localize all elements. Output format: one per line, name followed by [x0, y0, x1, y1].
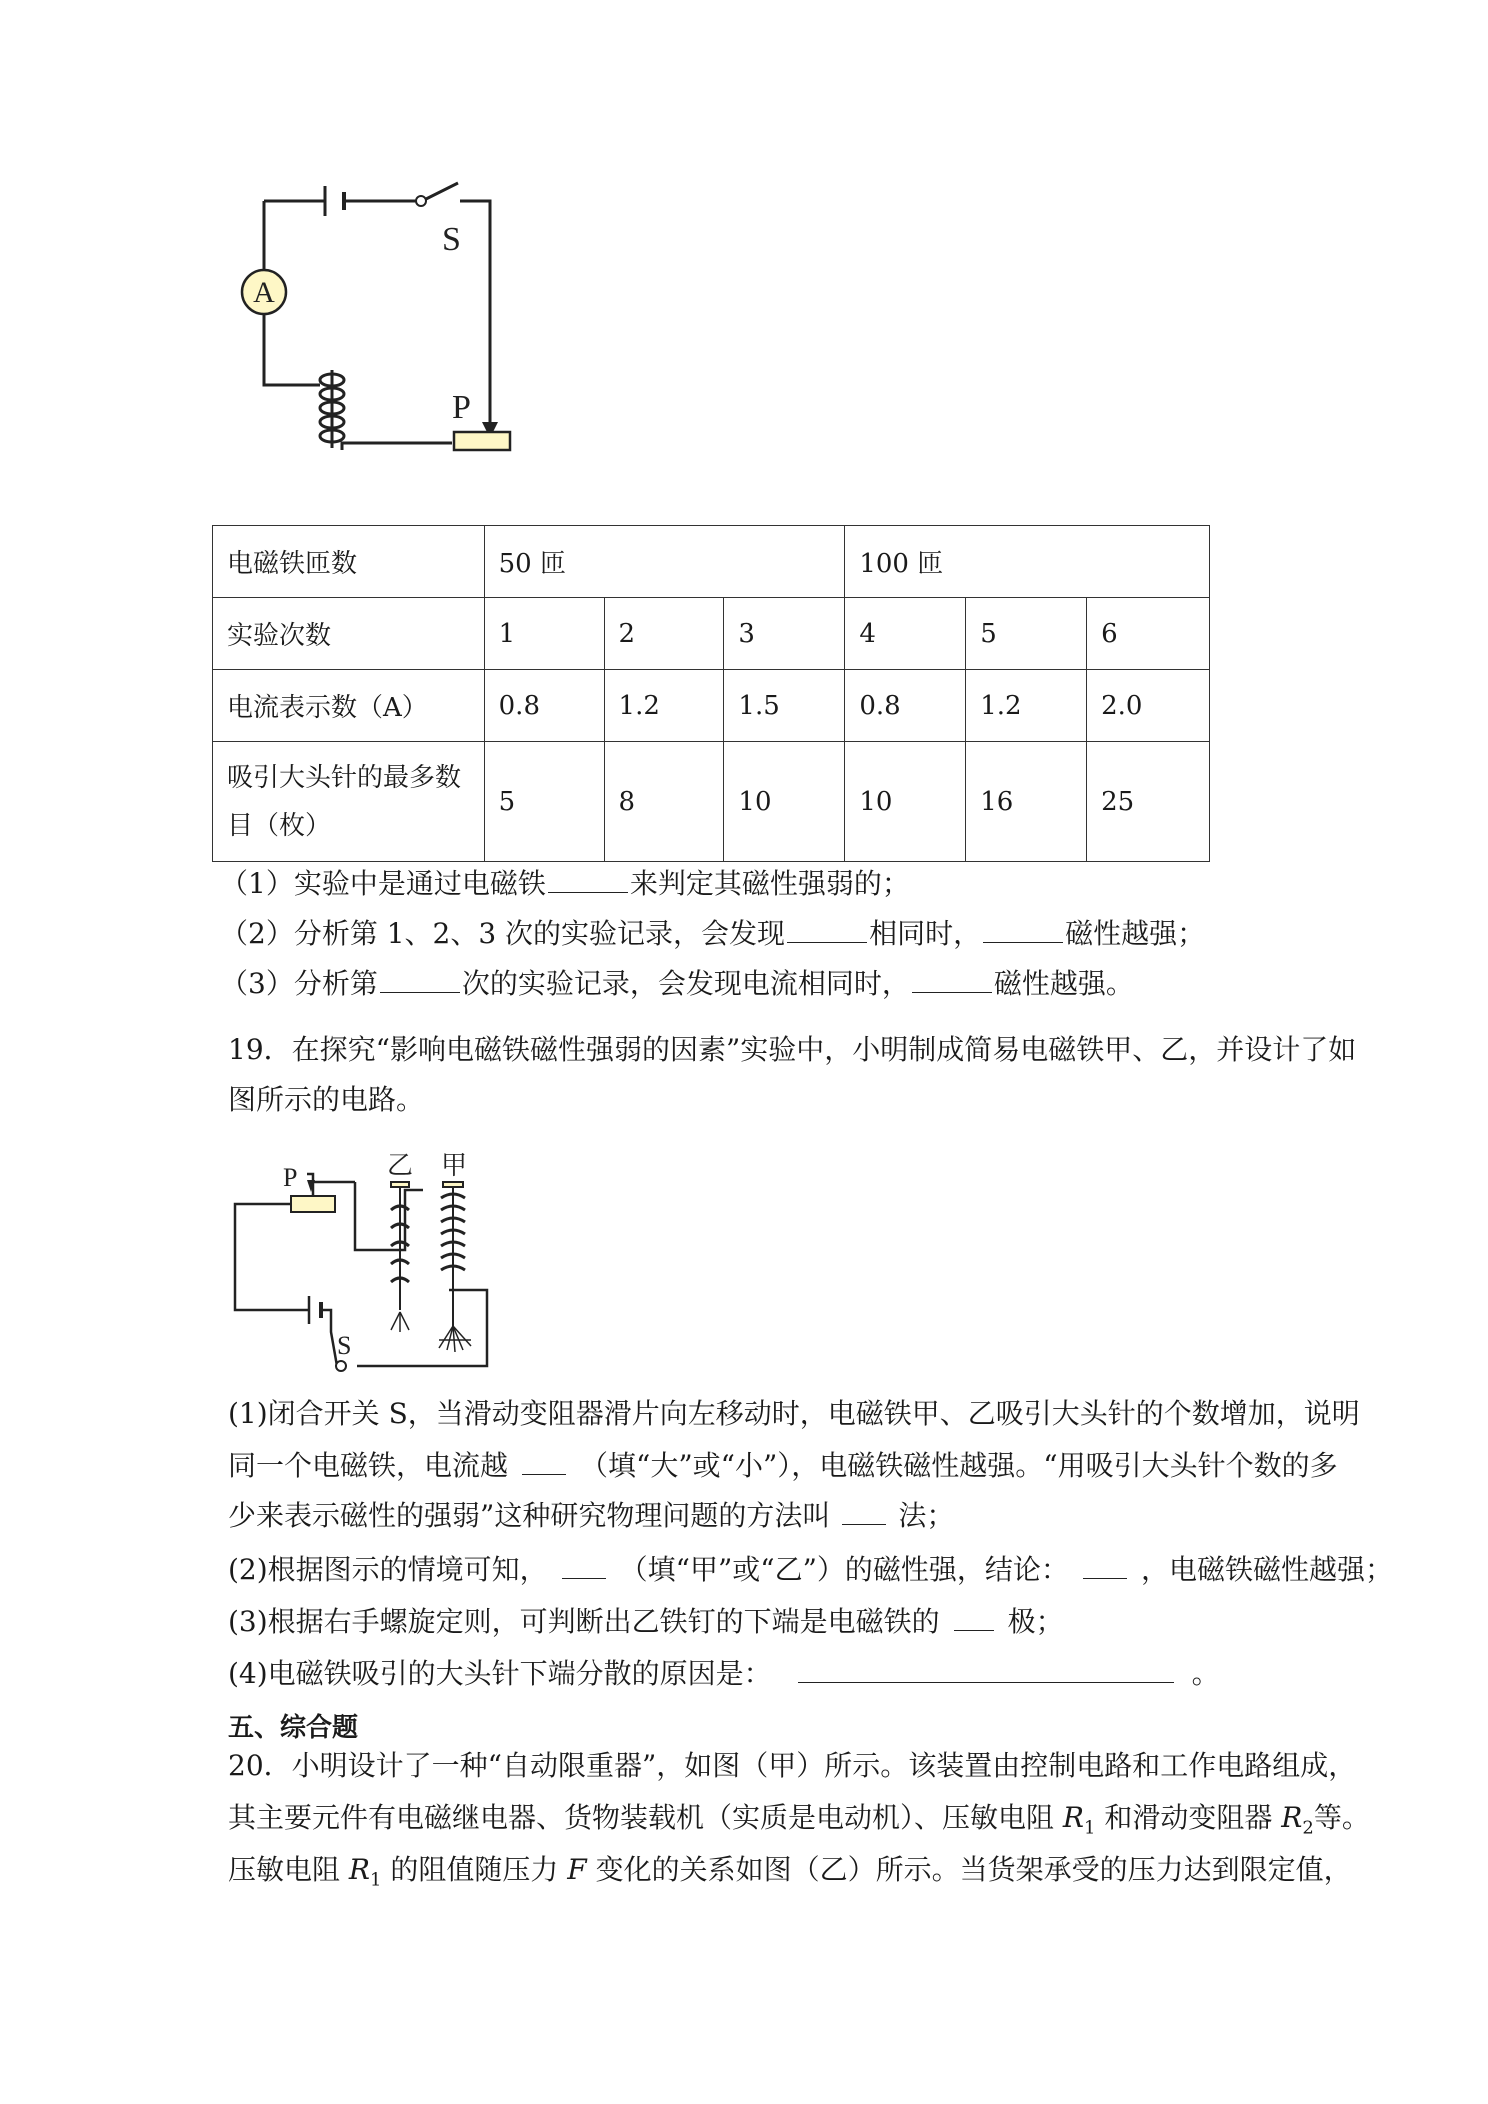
table-cell: 5	[484, 742, 604, 862]
circuit-diagram-2	[225, 1150, 505, 1380]
text: （1）实验中是通过电磁铁	[220, 867, 546, 900]
text: 同一个电磁铁，电流越	[228, 1449, 509, 1482]
table-header-cell: 电流表示数（A）	[213, 670, 485, 742]
switch-label: S	[442, 221, 461, 258]
text: 磁性越强；	[1065, 917, 1206, 950]
answer-blank[interactable]	[562, 1548, 606, 1579]
text: (3)根据右手螺旋定则，可判断出乙铁钉的下端是电磁铁的	[228, 1605, 940, 1638]
table-cell: 4	[845, 598, 966, 670]
variable-r: R	[348, 1853, 371, 1886]
q19-part3	[228, 1600, 1064, 1642]
text: 少来表示磁性的强弱”这种研究物理问题的方法叫	[228, 1499, 831, 1532]
slider-label: P	[452, 389, 471, 426]
variable-r: R	[1281, 1801, 1303, 1834]
text: 极；	[1007, 1605, 1064, 1638]
nail-yi-label: 乙	[387, 1151, 414, 1181]
table-row	[213, 598, 1210, 670]
table-cell: 25	[1087, 742, 1210, 862]
q18-part3	[220, 962, 1134, 1004]
text: 等。	[1313, 1801, 1370, 1834]
section-heading: 五、综合题	[228, 1713, 359, 1743]
q20-line1: 20．小明设计了一种“自动限重器”，如图（甲）所示。该装置由控制电路和工作电路组成，	[228, 1749, 1357, 1782]
table-row	[213, 526, 1210, 598]
text: 法；	[898, 1499, 955, 1532]
table-cell: 1.2	[966, 670, 1087, 742]
table-row	[213, 742, 1210, 862]
q18-part1	[220, 862, 910, 904]
subscript: 1	[1084, 1817, 1096, 1839]
slider-label: P	[283, 1163, 298, 1192]
table-cell: 10	[845, 742, 966, 862]
table-cell: 0.8	[484, 670, 604, 742]
table-cell: 0.8	[845, 670, 966, 742]
answer-blank[interactable]	[548, 862, 628, 893]
switch-label: S	[337, 1331, 352, 1360]
text: （2）分析第 1、2、3 次的实验记录，会发现	[220, 917, 786, 950]
table-header-cell: 电磁铁匝数	[213, 526, 485, 598]
answer-blank[interactable]	[787, 912, 867, 943]
answer-blank[interactable]	[912, 962, 992, 993]
answer-blank[interactable]	[983, 912, 1063, 943]
table-cell: 2	[604, 598, 724, 670]
text: 。	[1191, 1657, 1220, 1690]
q20-line3	[228, 1850, 1352, 1901]
answer-blank[interactable]	[1083, 1548, 1127, 1579]
answer-blank[interactable]	[954, 1600, 994, 1631]
variable-r: R	[1062, 1801, 1085, 1834]
table-cell: 1.2	[604, 670, 724, 742]
text: (4)电磁铁吸引的大头针下端分散的原因是：	[228, 1657, 772, 1690]
table-cell: 1.5	[724, 670, 845, 742]
circuit-diagram-1	[220, 180, 530, 460]
text: 的阻值随压力	[390, 1853, 559, 1886]
q19-intro-line2: 图所示的电路。	[228, 1083, 425, 1116]
text: 次的实验记录，会发现电流相同时，	[461, 967, 910, 1000]
table-cell: 8	[604, 742, 724, 862]
answer-blank[interactable]	[842, 1494, 886, 1525]
subscript: 2	[1302, 1817, 1314, 1839]
q19-part4	[228, 1652, 1220, 1694]
table-header-cell	[213, 742, 485, 862]
text: ，电磁铁磁性越强；	[1140, 1553, 1393, 1586]
q20-line2	[228, 1798, 1370, 1849]
text: 其主要元件有电磁继电器、货物装载机（实质是电动机）、压敏电阻	[228, 1801, 1055, 1834]
subscript: 1	[370, 1869, 382, 1891]
text: （填“甲”或“乙”）的磁性强，结论：	[619, 1553, 1069, 1586]
text: 磁性越强。	[993, 967, 1134, 1000]
table-cell: 50 匝	[484, 526, 845, 598]
table-cell: 16	[966, 742, 1087, 862]
table-row	[213, 670, 1210, 742]
table-header-line: 目（枚）	[227, 810, 332, 841]
table-header-cell: 实验次数	[213, 598, 485, 670]
table-cell: 3	[724, 598, 845, 670]
text: （填“大”或“小”），电磁铁磁性越强。“用吸引大头针个数的多	[580, 1449, 1338, 1482]
text: 变化的关系如图（乙）所示。当货架承受的压力达到限定值，	[595, 1853, 1352, 1886]
text: 压敏电阻	[228, 1853, 341, 1886]
table-cell: 2.0	[1087, 670, 1210, 742]
ammeter-label: A	[253, 276, 275, 309]
variable-f: F	[567, 1853, 587, 1886]
experiment-table	[212, 525, 1210, 862]
text: 来判定其磁性强弱的；	[629, 867, 910, 900]
text: 和滑动变阻器	[1104, 1801, 1273, 1834]
q19-part1-line2	[228, 1444, 1338, 1486]
q19-part1-line3	[228, 1494, 954, 1536]
text: （3）分析第	[220, 967, 378, 1000]
q19-part1-line1: (1)闭合开关 S，当滑动变阻器滑片向左移动时，电磁铁甲、乙吸引大头针的个数增加，说明	[228, 1397, 1360, 1430]
q19-intro-line1: 19．在探究“影响电磁铁磁性强弱的因素”实验中，小明制成简易电磁铁甲、乙，并设计了如	[228, 1033, 1357, 1066]
table-cell: 6	[1087, 598, 1210, 670]
q19-part2	[228, 1548, 1393, 1590]
answer-blank[interactable]	[380, 962, 460, 993]
table-cell: 5	[966, 598, 1087, 670]
answer-blank[interactable]	[798, 1652, 1174, 1683]
table-cell: 1	[484, 598, 604, 670]
table-cell: 10	[724, 742, 845, 862]
table-cell: 100 匝	[845, 526, 1210, 598]
table-header-line: 吸引大头针的最多数	[227, 762, 462, 793]
text: 相同时，	[869, 917, 982, 950]
q18-part2	[220, 912, 1205, 954]
nail-jia-label: 甲	[441, 1151, 468, 1181]
text: (2)根据图示的情境可知，	[228, 1553, 548, 1586]
answer-blank[interactable]	[522, 1444, 566, 1475]
